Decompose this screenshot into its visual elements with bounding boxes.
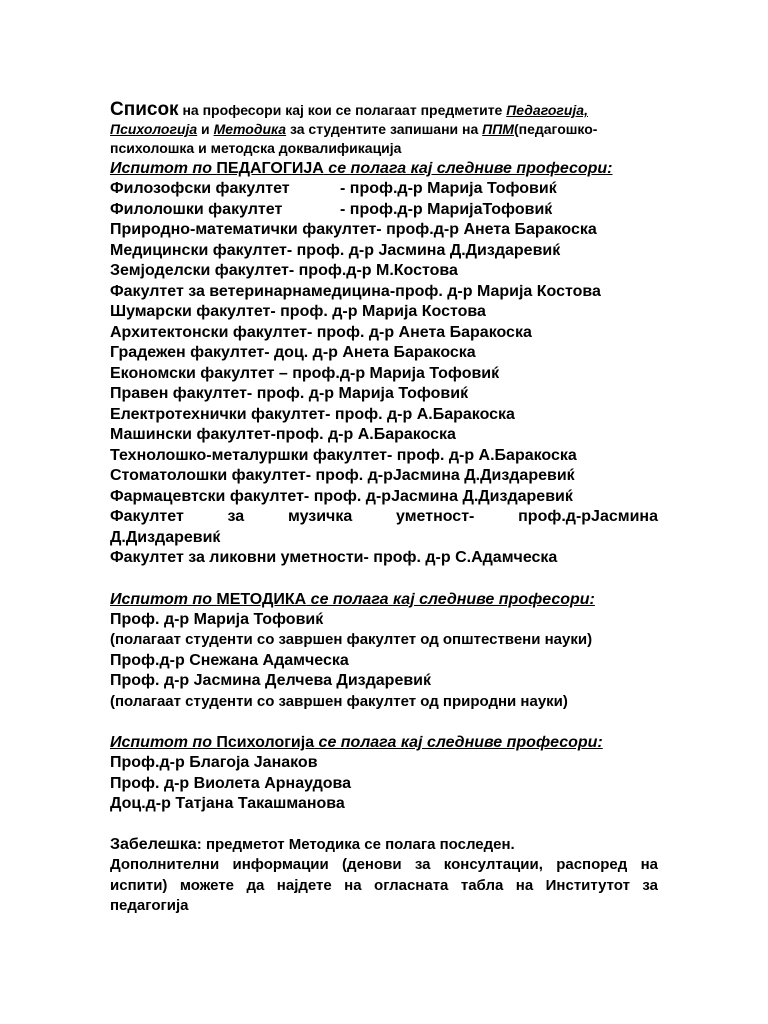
word: уметност- <box>396 508 475 525</box>
note-paragraph: Дополнителни информации (денови за консултации, распоред на испити) можете да најдете на огласната табла на Институтот за педагогија <box>110 856 658 914</box>
list-item: Правен факултет- проф. д-р Марија Тофовиќ <box>110 385 469 402</box>
list-item: Природно-математички факултет- проф.д-р Анета Баракоска <box>110 221 597 238</box>
subject-methodics: Методика <box>213 121 287 137</box>
list-item: Земјоделски факултет- проф.д-р М.Костова <box>110 262 458 279</box>
list-item-music <box>110 507 658 528</box>
intro-text: и <box>197 121 214 137</box>
list-item: Медицински факултет- проф. д-р Јасмина Д.Диздаревиќ <box>110 241 561 259</box>
list-item-continuation: Д.Диздаревиќ <box>110 528 221 546</box>
list-item: Електротехнички факултет- проф. д-р А.Баракоска <box>110 405 515 423</box>
subject-psychology: Психологија <box>110 121 198 137</box>
heading-part: Испитот по <box>110 160 217 177</box>
list-item: Шумарски факултет- проф. д-р Марија Костова <box>110 303 486 320</box>
list-item <box>110 200 658 221</box>
heading-subject: МЕТОДИКА <box>216 590 307 608</box>
word: за <box>227 508 245 525</box>
list-note: (полагаат студенти со завршен факултет од природни науки) <box>110 692 568 710</box>
list-item: Архитектонски факултет- проф. д-р Анета Баракоска <box>110 323 532 341</box>
list-item <box>110 179 658 200</box>
list-item: Проф. д-р Марија Тофовиќ <box>110 610 324 628</box>
intro-paragraph <box>110 100 658 158</box>
methodics-heading <box>110 589 658 610</box>
list-item: Стоматолошки факултет- проф. д-рЈасмина Д.Диздаревиќ <box>110 467 575 484</box>
heading-part: Испитот по <box>110 734 217 751</box>
faculty-name: Филолошки факултет <box>110 200 283 218</box>
heading-subject: Психологија <box>216 734 315 751</box>
heading-part: се полага кај следниве професори: <box>323 160 613 177</box>
list-item: Факултет за ликовни уметности- проф. д-р С.Адамческа <box>110 549 558 566</box>
list-item: Факултет за ветеринарнамедицина-проф. д-р Марија Костова <box>110 282 601 300</box>
heading-part: Испитот по <box>110 590 217 608</box>
intro-text: на професори кај кои се полагаат предметите <box>178 102 507 118</box>
word: Факултет <box>110 508 184 525</box>
professor-name: - проф.д-р МаријаТофовиќ <box>340 200 553 218</box>
faculty-name: Филозофски факултет <box>110 180 290 197</box>
list-item: Проф.д-р Снежана Адамческа <box>110 651 349 669</box>
list-note: (полагаат студенти со завршен факултет од општествени науки) <box>110 631 593 648</box>
intro-text: за студентите запишани на <box>286 121 483 137</box>
list-item: Проф. д-р Јасмина Делчева Диздаревиќ <box>110 672 432 689</box>
heading-subject: ПЕДАГОГИЈА <box>216 160 324 177</box>
word: проф.д-рЈасмина <box>518 508 658 525</box>
spacer <box>110 712 658 732</box>
spacer <box>110 569 658 589</box>
list-item: Проф.д-р Благоја Јанаков <box>110 754 318 771</box>
intro-text: (педагошко- <box>513 121 598 137</box>
list-item: Градежен факултет- доц. д-р Анета Баракоска <box>110 344 476 361</box>
note-text: : предметот Методика се полага последен. <box>196 835 515 853</box>
heading-part: се полага кај следниве професори: <box>306 590 595 608</box>
word: музичка <box>287 508 353 525</box>
list-item: Доц.д-р Татјана Такашманова <box>110 795 345 812</box>
psychology-heading <box>110 732 658 753</box>
pedagogy-heading <box>110 158 658 179</box>
program-ppm: ППМ <box>482 121 514 137</box>
list-item: Технолошко-металуршки факултет- проф. д-р А.Баракоска <box>110 446 577 464</box>
list-item: Проф. д-р Виолета Арнаудова <box>110 774 352 792</box>
heading-part: се полага кај следниве професори: <box>314 734 603 751</box>
intro-first-word: Список <box>110 99 179 120</box>
intro-text: психолошка и методска доквалификација <box>110 140 402 156</box>
note-line <box>110 835 658 856</box>
spacer <box>110 815 658 835</box>
list-item: Фармацевтски факултет- проф. д-рЈасмина Д.Диздаревиќ <box>110 487 573 505</box>
professor-name: - проф.д-р Марија Тофовиќ <box>340 180 557 197</box>
document-page <box>110 100 658 917</box>
list-item: Машински факултет-проф. д-р А.Баракоска <box>110 426 456 443</box>
subject-pedagogy: Педагогија, <box>506 102 588 118</box>
note-label: Забелешка <box>110 835 197 853</box>
list-item: Економски факултет – проф.д-р Марија Тофовиќ <box>110 364 500 382</box>
